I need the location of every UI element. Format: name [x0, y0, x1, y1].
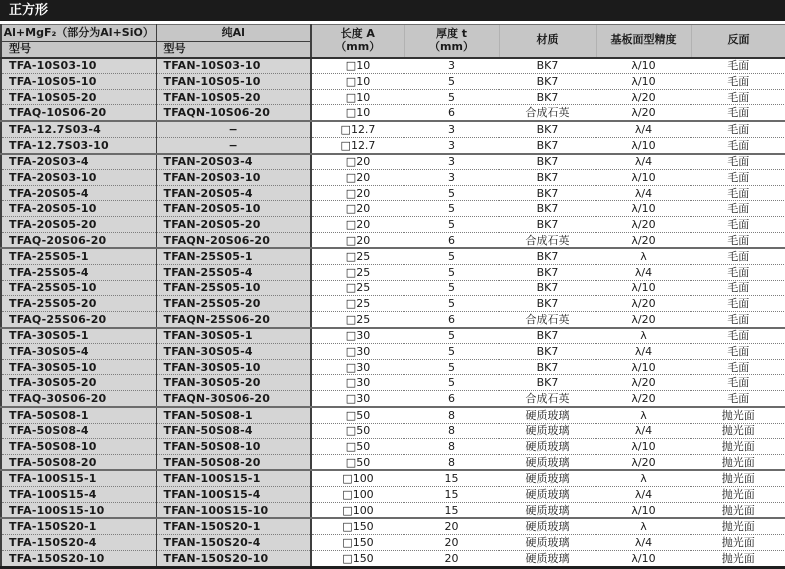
surface-accuracy-cell: λ/10 — [596, 58, 691, 74]
model-pure-al-cell: TFAN-10S03-10 — [156, 58, 311, 74]
thickness-cell: 8 — [404, 439, 499, 455]
model-almgf2-cell: TFAQ-20S06-20 — [1, 232, 156, 248]
model-pure-al-cell: TFAN-100S15-4 — [156, 487, 311, 503]
model-almgf2-cell: TFA-20S05-4 — [1, 185, 156, 201]
back-face-cell: 毛面 — [691, 265, 785, 281]
material-cell: BK7 — [499, 185, 596, 201]
back-face-cell: 毛面 — [691, 232, 785, 248]
surface-accuracy-cell: λ/4 — [596, 423, 691, 439]
model-almgf2-cell: TFA-20S05-20 — [1, 217, 156, 233]
header-material: 材质 — [499, 25, 596, 58]
model-pure-al-cell: TFAQN-20S06-20 — [156, 232, 311, 248]
table-row — [1, 470, 785, 486]
material-cell: 硬质玻璃 — [499, 454, 596, 470]
material-cell: BK7 — [499, 201, 596, 217]
header-back-face: 反面 — [691, 25, 785, 58]
back-face-cell: 抛光面 — [691, 550, 785, 567]
material-cell: 硬质玻璃 — [499, 407, 596, 423]
surface-accuracy-cell: λ/4 — [596, 154, 691, 170]
material-cell: 合成石英 — [499, 311, 596, 327]
model-pure-al-cell: TFAN-100S15-1 — [156, 470, 311, 486]
back-face-cell: 抛光面 — [691, 487, 785, 503]
length-a-cell: □25 — [311, 280, 404, 296]
length-a-cell: □12.7 — [311, 121, 404, 137]
spec-table-body — [1, 58, 785, 568]
material-cell: 硬质玻璃 — [499, 518, 596, 534]
back-face-cell: 毛面 — [691, 121, 785, 137]
table-row — [1, 407, 785, 423]
back-face-cell: 抛光面 — [691, 502, 785, 518]
table-row — [1, 217, 785, 233]
thickness-cell: 5 — [404, 359, 499, 375]
back-face-cell: 抛光面 — [691, 407, 785, 423]
length-a-cell: □30 — [311, 359, 404, 375]
surface-accuracy-cell: λ/4 — [596, 265, 691, 281]
model-almgf2-cell: TFA-10S05-10 — [1, 74, 156, 90]
table-row — [1, 375, 785, 391]
length-a-cell: □30 — [311, 328, 404, 344]
model-pure-al-cell: TFAN-20S05-20 — [156, 217, 311, 233]
model-almgf2-cell: TFA-50S08-10 — [1, 439, 156, 455]
material-cell: 硬质玻璃 — [499, 487, 596, 503]
table-row — [1, 232, 785, 248]
section-title: 正方形 — [9, 3, 49, 18]
model-almgf2-cell: TFA-150S20-1 — [1, 518, 156, 534]
table-row — [1, 154, 785, 170]
table-row — [1, 58, 785, 74]
model-almgf2-cell: TFA-10S05-20 — [1, 89, 156, 105]
section-title-bar — [0, 0, 785, 21]
material-cell: 硬质玻璃 — [499, 470, 596, 486]
thickness-cell: 5 — [404, 185, 499, 201]
back-face-cell: 毛面 — [691, 217, 785, 233]
material-cell: BK7 — [499, 265, 596, 281]
length-a-cell: □20 — [311, 154, 404, 170]
material-cell: BK7 — [499, 328, 596, 344]
model-almgf2-cell: TFA-25S05-1 — [1, 248, 156, 264]
thickness-cell: 3 — [404, 58, 499, 74]
back-face-cell: 抛光面 — [691, 423, 785, 439]
back-face-cell: 抛光面 — [691, 518, 785, 534]
surface-accuracy-cell: λ — [596, 407, 691, 423]
table-row — [1, 170, 785, 186]
header-thickness: 厚度 t （mm） — [404, 25, 499, 58]
model-pure-al-cell: TFAN-25S05-1 — [156, 248, 311, 264]
surface-accuracy-cell: λ — [596, 328, 691, 344]
surface-accuracy-cell: λ/20 — [596, 105, 691, 121]
back-face-cell: 毛面 — [691, 137, 785, 153]
model-almgf2-cell: TFA-20S03-4 — [1, 154, 156, 170]
model-pure-al-cell: TFAN-50S08-10 — [156, 439, 311, 455]
table-row — [1, 439, 785, 455]
model-almgf2-cell: TFAQ-30S06-20 — [1, 391, 156, 407]
table-row — [1, 487, 785, 503]
thickness-cell: 5 — [404, 201, 499, 217]
material-cell: BK7 — [499, 137, 596, 153]
header-almgf2-group: Al+MgF₂（部分为Al+SiO） — [1, 25, 156, 42]
model-pure-al-cell: − — [156, 137, 311, 153]
table-row — [1, 185, 785, 201]
surface-accuracy-cell: λ/4 — [596, 121, 691, 137]
back-face-cell: 毛面 — [691, 201, 785, 217]
model-almgf2-cell: TFA-100S15-1 — [1, 470, 156, 486]
model-pure-al-cell: TFAN-20S05-10 — [156, 201, 311, 217]
length-a-cell: □150 — [311, 535, 404, 551]
table-row — [1, 328, 785, 344]
length-a-cell: □10 — [311, 58, 404, 74]
length-a-cell: □50 — [311, 423, 404, 439]
surface-accuracy-cell: λ/10 — [596, 137, 691, 153]
thickness-cell: 6 — [404, 232, 499, 248]
thickness-cell: 15 — [404, 487, 499, 503]
thickness-cell: 5 — [404, 265, 499, 281]
back-face-cell: 毛面 — [691, 154, 785, 170]
surface-accuracy-cell: λ/4 — [596, 185, 691, 201]
model-pure-al-cell: TFAN-150S20-4 — [156, 535, 311, 551]
model-pure-al-cell: TFAN-10S05-10 — [156, 74, 311, 90]
thickness-cell: 20 — [404, 550, 499, 567]
length-a-cell: □30 — [311, 344, 404, 360]
model-almgf2-cell: TFA-150S20-10 — [1, 550, 156, 567]
table-row — [1, 89, 785, 105]
table-row — [1, 344, 785, 360]
model-pure-al-cell: TFAN-25S05-10 — [156, 280, 311, 296]
material-cell: BK7 — [499, 344, 596, 360]
thickness-cell: 5 — [404, 344, 499, 360]
table-row — [1, 550, 785, 567]
model-almgf2-cell: TFAQ-10S06-20 — [1, 105, 156, 121]
length-a-cell: □50 — [311, 439, 404, 455]
thickness-cell: 20 — [404, 518, 499, 534]
model-almgf2-cell: TFA-50S08-1 — [1, 407, 156, 423]
model-pure-al-cell: − — [156, 121, 311, 137]
model-pure-al-cell: TFAN-100S15-10 — [156, 502, 311, 518]
material-cell: BK7 — [499, 89, 596, 105]
table-row — [1, 359, 785, 375]
surface-accuracy-cell: λ/10 — [596, 359, 691, 375]
length-a-cell: □25 — [311, 248, 404, 264]
material-cell: BK7 — [499, 248, 596, 264]
table-row — [1, 201, 785, 217]
back-face-cell: 毛面 — [691, 391, 785, 407]
material-cell: 硬质玻璃 — [499, 550, 596, 567]
header-almgf2-model: 型号 — [1, 42, 156, 58]
model-pure-al-cell: TFAN-30S05-10 — [156, 359, 311, 375]
back-face-cell: 毛面 — [691, 58, 785, 74]
length-a-cell: □50 — [311, 407, 404, 423]
material-cell: BK7 — [499, 121, 596, 137]
length-a-cell: □30 — [311, 391, 404, 407]
model-almgf2-cell: TFA-30S05-1 — [1, 328, 156, 344]
material-cell: BK7 — [499, 217, 596, 233]
model-almgf2-cell: TFA-30S05-4 — [1, 344, 156, 360]
model-pure-al-cell: TFAQN-30S06-20 — [156, 391, 311, 407]
thickness-cell: 3 — [404, 154, 499, 170]
model-almgf2-cell: TFA-30S05-10 — [1, 359, 156, 375]
back-face-cell: 毛面 — [691, 89, 785, 105]
surface-accuracy-cell: λ/20 — [596, 232, 691, 248]
length-a-cell: □20 — [311, 232, 404, 248]
model-pure-al-cell: TFAQN-10S06-20 — [156, 105, 311, 121]
thickness-cell: 8 — [404, 454, 499, 470]
back-face-cell: 毛面 — [691, 328, 785, 344]
thickness-cell: 3 — [404, 170, 499, 186]
length-a-cell: □50 — [311, 454, 404, 470]
material-cell: 硬质玻璃 — [499, 423, 596, 439]
model-pure-al-cell: TFAN-20S03-4 — [156, 154, 311, 170]
table-row — [1, 391, 785, 407]
thickness-cell: 3 — [404, 121, 499, 137]
surface-accuracy-cell: λ — [596, 248, 691, 264]
material-cell: BK7 — [499, 375, 596, 391]
table-row — [1, 454, 785, 470]
thickness-cell: 15 — [404, 470, 499, 486]
material-cell: BK7 — [499, 280, 596, 296]
length-a-cell: □20 — [311, 170, 404, 186]
thickness-cell: 5 — [404, 280, 499, 296]
surface-accuracy-cell: λ/20 — [596, 454, 691, 470]
thickness-cell: 8 — [404, 407, 499, 423]
back-face-cell: 毛面 — [691, 170, 785, 186]
thickness-cell: 5 — [404, 217, 499, 233]
model-almgf2-cell: TFA-20S03-10 — [1, 170, 156, 186]
thickness-cell: 5 — [404, 375, 499, 391]
material-cell: BK7 — [499, 296, 596, 312]
model-pure-al-cell: TFAQN-25S06-20 — [156, 311, 311, 327]
back-face-cell: 毛面 — [691, 311, 785, 327]
surface-accuracy-cell: λ/20 — [596, 296, 691, 312]
length-a-cell: □150 — [311, 518, 404, 534]
model-pure-al-cell: TFAN-150S20-1 — [156, 518, 311, 534]
table-row — [1, 280, 785, 296]
spec-table-header — [1, 25, 785, 58]
length-a-cell: □30 — [311, 375, 404, 391]
table-row — [1, 137, 785, 153]
model-pure-al-cell: TFAN-30S05-4 — [156, 344, 311, 360]
length-a-cell: □10 — [311, 74, 404, 90]
model-almgf2-cell: TFA-100S15-10 — [1, 502, 156, 518]
table-row — [1, 518, 785, 534]
table-row — [1, 248, 785, 264]
length-a-cell: □25 — [311, 311, 404, 327]
back-face-cell: 毛面 — [691, 344, 785, 360]
table-row — [1, 105, 785, 121]
table-row — [1, 502, 785, 518]
length-a-cell: □100 — [311, 487, 404, 503]
surface-accuracy-cell: λ/20 — [596, 89, 691, 105]
back-face-cell: 毛面 — [691, 359, 785, 375]
surface-accuracy-cell: λ/4 — [596, 344, 691, 360]
model-pure-al-cell: TFAN-50S08-1 — [156, 407, 311, 423]
back-face-cell: 毛面 — [691, 105, 785, 121]
thickness-cell: 5 — [404, 89, 499, 105]
header-pure-al-group: 纯Al — [156, 25, 311, 42]
model-pure-al-cell: TFAN-30S05-20 — [156, 375, 311, 391]
model-pure-al-cell: TFAN-50S08-20 — [156, 454, 311, 470]
table-row — [1, 423, 785, 439]
thickness-cell: 6 — [404, 311, 499, 327]
material-cell: BK7 — [499, 359, 596, 375]
back-face-cell: 毛面 — [691, 74, 785, 90]
surface-accuracy-cell: λ/10 — [596, 74, 691, 90]
table-row — [1, 311, 785, 327]
thickness-cell: 15 — [404, 502, 499, 518]
back-face-cell: 抛光面 — [691, 454, 785, 470]
material-cell: BK7 — [499, 74, 596, 90]
thickness-cell: 5 — [404, 328, 499, 344]
length-a-cell: □20 — [311, 217, 404, 233]
thickness-cell: 20 — [404, 535, 499, 551]
material-cell: 合成石英 — [499, 391, 596, 407]
surface-accuracy-cell: λ/20 — [596, 311, 691, 327]
surface-accuracy-cell: λ/4 — [596, 535, 691, 551]
length-a-cell: □25 — [311, 296, 404, 312]
model-pure-al-cell: TFAN-20S05-4 — [156, 185, 311, 201]
thickness-cell: 8 — [404, 423, 499, 439]
back-face-cell: 毛面 — [691, 248, 785, 264]
model-almgf2-cell: TFA-50S08-20 — [1, 454, 156, 470]
length-a-cell: □12.7 — [311, 137, 404, 153]
surface-accuracy-cell: λ/10 — [596, 201, 691, 217]
material-cell: BK7 — [499, 58, 596, 74]
length-a-cell: □10 — [311, 89, 404, 105]
model-pure-al-cell: TFAN-25S05-20 — [156, 296, 311, 312]
material-cell: 硬质玻璃 — [499, 502, 596, 518]
surface-accuracy-cell: λ/20 — [596, 217, 691, 233]
model-almgf2-cell: TFA-25S05-10 — [1, 280, 156, 296]
model-almgf2-cell: TFA-25S05-4 — [1, 265, 156, 281]
length-a-cell: □150 — [311, 550, 404, 567]
back-face-cell: 毛面 — [691, 280, 785, 296]
length-a-cell: □100 — [311, 502, 404, 518]
model-almgf2-cell: TFA-20S05-10 — [1, 201, 156, 217]
material-cell: 硬质玻璃 — [499, 439, 596, 455]
length-a-cell: □10 — [311, 105, 404, 121]
back-face-cell: 毛面 — [691, 375, 785, 391]
header-surface-accuracy: 基板面型精度 — [596, 25, 691, 58]
thickness-cell: 6 — [404, 105, 499, 121]
length-a-cell: □25 — [311, 265, 404, 281]
model-almgf2-cell: TFA-12.7S03-4 — [1, 121, 156, 137]
surface-accuracy-cell: λ/10 — [596, 502, 691, 518]
surface-accuracy-cell: λ/10 — [596, 170, 691, 186]
length-a-cell: □100 — [311, 470, 404, 486]
thickness-cell: 5 — [404, 248, 499, 264]
material-cell: 硬质玻璃 — [499, 535, 596, 551]
thickness-cell: 5 — [404, 74, 499, 90]
table-row — [1, 74, 785, 90]
model-pure-al-cell: TFAN-10S05-20 — [156, 89, 311, 105]
surface-accuracy-cell: λ — [596, 518, 691, 534]
material-cell: BK7 — [499, 170, 596, 186]
back-face-cell: 毛面 — [691, 296, 785, 312]
model-pure-al-cell: TFAN-150S20-10 — [156, 550, 311, 567]
header-pure-al-model: 型号 — [156, 42, 311, 58]
back-face-cell: 抛光面 — [691, 535, 785, 551]
thickness-cell: 5 — [404, 296, 499, 312]
table-row — [1, 535, 785, 551]
model-pure-al-cell: TFAN-20S03-10 — [156, 170, 311, 186]
spec-table — [0, 24, 785, 569]
table-row — [1, 296, 785, 312]
model-almgf2-cell: TFA-100S15-4 — [1, 487, 156, 503]
material-cell: BK7 — [499, 154, 596, 170]
material-cell: 合成石英 — [499, 105, 596, 121]
surface-accuracy-cell: λ/10 — [596, 550, 691, 567]
surface-accuracy-cell: λ/20 — [596, 375, 691, 391]
back-face-cell: 毛面 — [691, 185, 785, 201]
model-almgf2-cell: TFA-25S05-20 — [1, 296, 156, 312]
model-almgf2-cell: TFA-50S08-4 — [1, 423, 156, 439]
surface-accuracy-cell: λ/10 — [596, 280, 691, 296]
surface-accuracy-cell: λ/20 — [596, 391, 691, 407]
model-almgf2-cell: TFA-150S20-4 — [1, 535, 156, 551]
length-a-cell: □20 — [311, 185, 404, 201]
surface-accuracy-cell: λ/4 — [596, 487, 691, 503]
table-row — [1, 265, 785, 281]
length-a-cell: □20 — [311, 201, 404, 217]
surface-accuracy-cell: λ/10 — [596, 439, 691, 455]
model-almgf2-cell: TFAQ-25S06-20 — [1, 311, 156, 327]
table-row — [1, 121, 785, 137]
material-cell: 合成石英 — [499, 232, 596, 248]
thickness-cell: 3 — [404, 137, 499, 153]
model-pure-al-cell: TFAN-50S08-4 — [156, 423, 311, 439]
back-face-cell: 抛光面 — [691, 470, 785, 486]
model-almgf2-cell: TFA-12.7S03-10 — [1, 137, 156, 153]
model-almgf2-cell: TFA-30S05-20 — [1, 375, 156, 391]
model-almgf2-cell: TFA-10S03-10 — [1, 58, 156, 74]
thickness-cell: 6 — [404, 391, 499, 407]
header-length-a: 长度 A （mm） — [311, 25, 404, 58]
back-face-cell: 抛光面 — [691, 439, 785, 455]
model-pure-al-cell: TFAN-25S05-4 — [156, 265, 311, 281]
model-pure-al-cell: TFAN-30S05-1 — [156, 328, 311, 344]
surface-accuracy-cell: λ — [596, 470, 691, 486]
